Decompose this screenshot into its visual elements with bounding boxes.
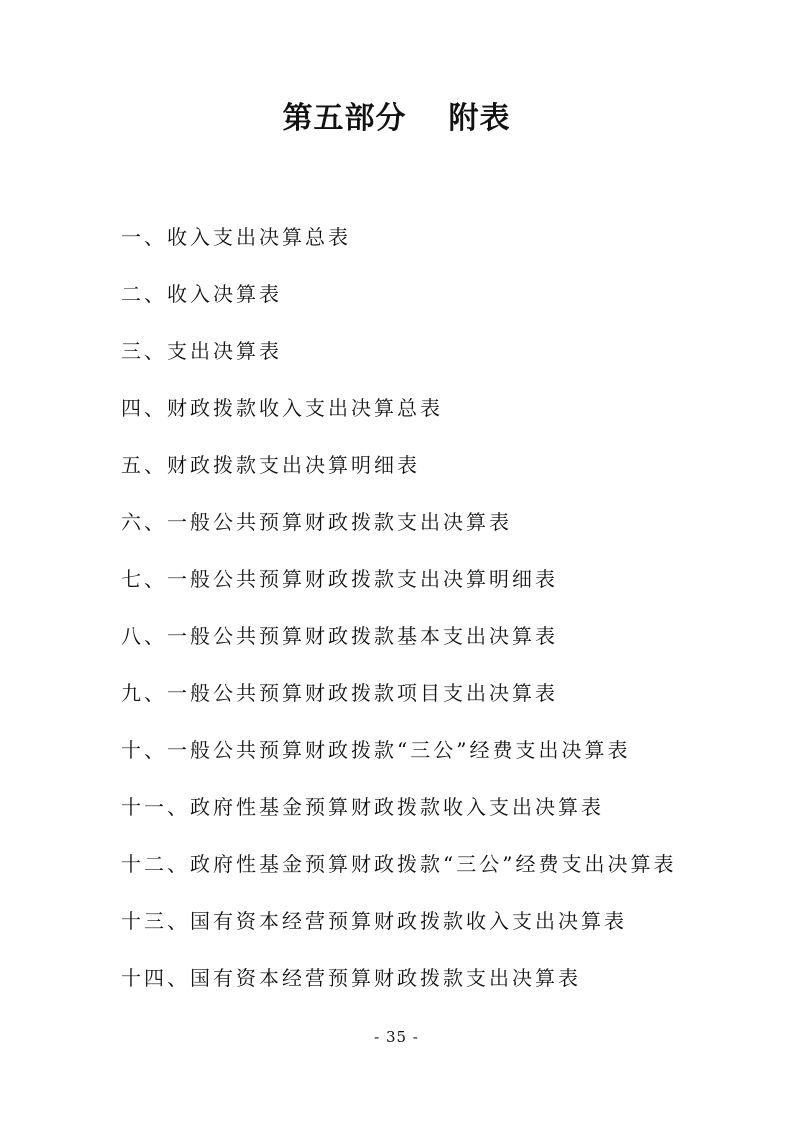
page-title-appendix: 附表: [448, 101, 511, 136]
list-item: 十四、国有资本经营预算财政拨款支出决算表: [121, 966, 581, 990]
list-item: 十、一般公共预算财政拨款“三公”经费支出决算表: [121, 738, 631, 762]
list-item: 十三、国有资本经营预算财政拨款收入支出决算表: [121, 909, 627, 933]
page-title-part: 第五部分: [282, 101, 407, 136]
list-item: 四、财政拨款收入支出决算总表: [121, 396, 443, 420]
list-item: 十二、政府性基金预算财政拨款“三公”经费支出决算表: [121, 852, 677, 876]
list-item: 三、支出决算表: [121, 339, 282, 363]
list-item: 九、一般公共预算财政拨款项目支出决算表: [121, 681, 558, 705]
list-item: 二、收入决算表: [121, 282, 282, 306]
appendix-list: [121, 220, 676, 1018]
list-item: 六、一般公共预算财政拨款支出决算表: [121, 510, 512, 534]
list-item: 七、一般公共预算财政拨款支出决算明细表: [121, 567, 558, 591]
page-title: [0, 97, 793, 141]
list-item: 一、收入支出决算总表: [121, 225, 351, 249]
page-number: - 35 -: [374, 1028, 419, 1046]
list-item: 五、财政拨款支出决算明细表: [121, 453, 420, 477]
list-item: 八、一般公共预算财政拨款基本支出决算表: [121, 624, 558, 648]
list-item: 十一、政府性基金预算财政拨款收入支出决算表: [121, 795, 604, 819]
